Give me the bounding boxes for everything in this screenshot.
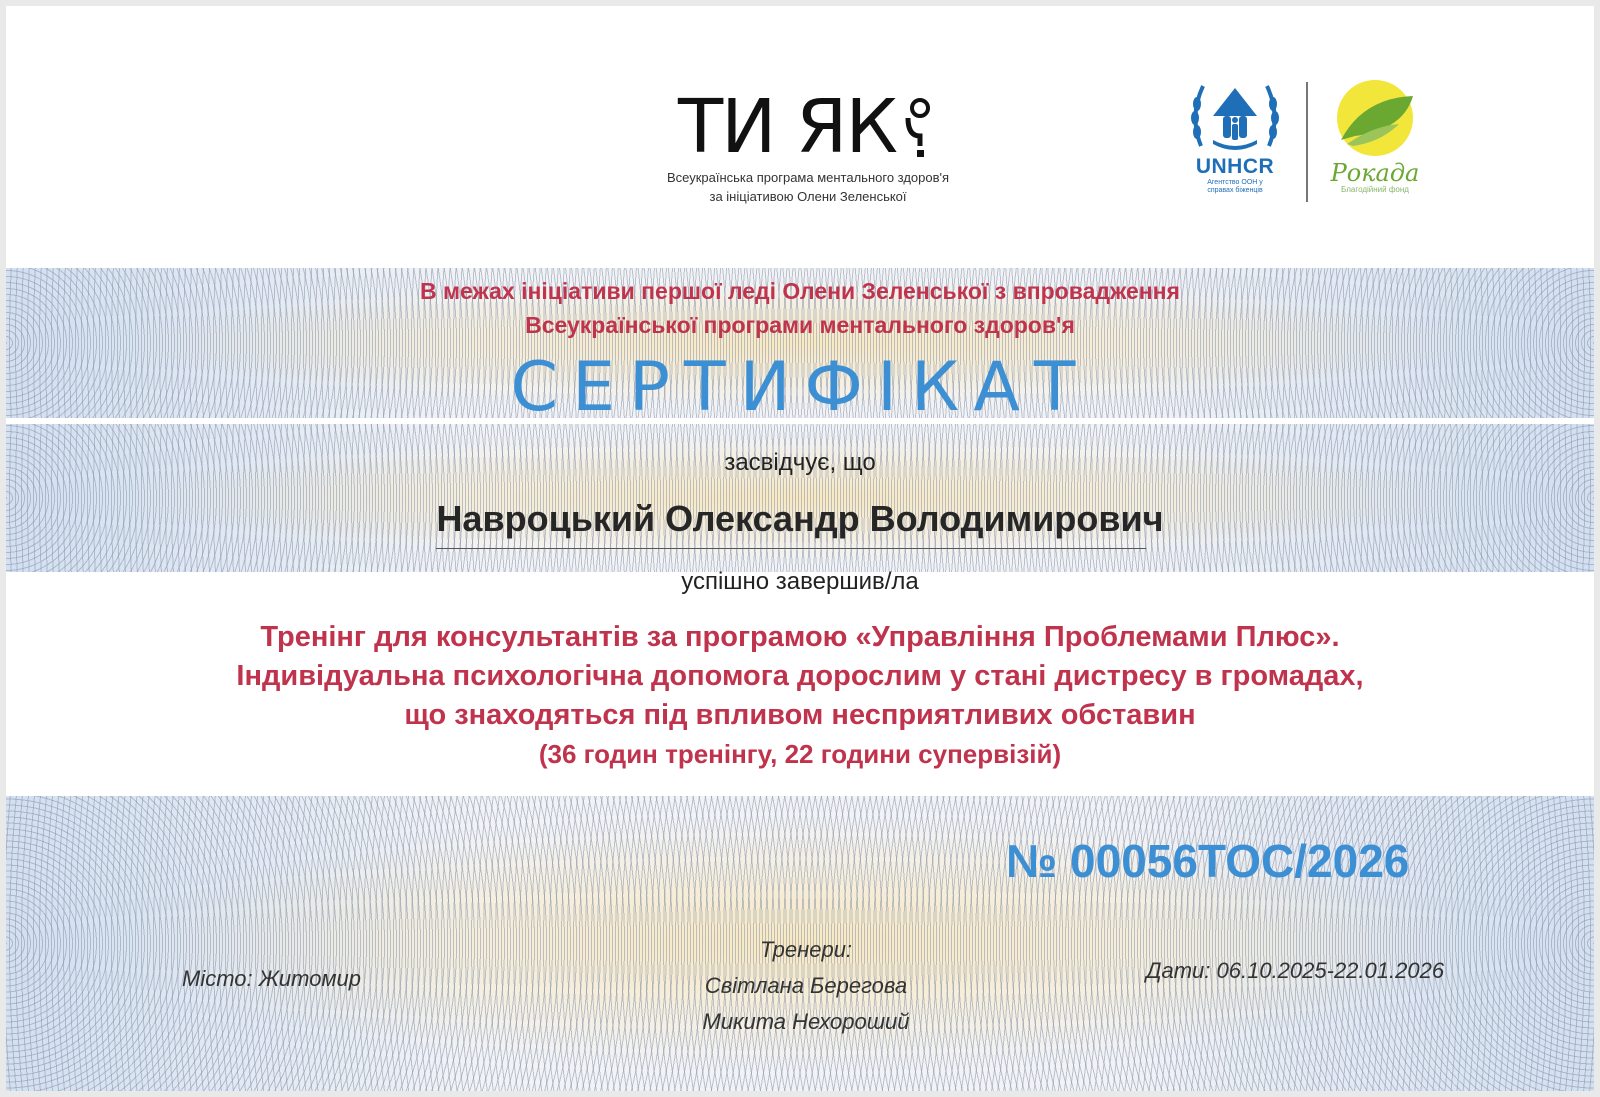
training-hours: (36 годин тренінгу, 22 години супервізій): [538, 739, 1062, 769]
training-line-3: що знаходяться під впливом несприятливих обставин: [404, 699, 1196, 731]
rokada-leaf-icon: [1333, 78, 1417, 158]
unhcr-logo: [1182, 76, 1288, 206]
rokada-logo: [1320, 78, 1430, 208]
ti-yak-logo: [618, 84, 998, 204]
unhcr-emblem-icon: [1187, 76, 1283, 154]
certifies-text: засвідчує, що: [724, 449, 876, 476]
initiative-line-1: В межах ініціативи першої леді Олени Зеленської з впровадження: [420, 278, 1180, 304]
unhcr-subtitle-1: Агентство ООН у: [1207, 179, 1263, 186]
initiative-text: [6, 274, 1594, 342]
initiative-line-2: Всеукраїнської програми ментального здоров'я: [525, 312, 1075, 338]
partner-logos: [1182, 76, 1432, 206]
trainers-block: [606, 932, 1006, 1040]
certificate-page: [6, 6, 1594, 1091]
training-line-2: Індивідуальна психологічна допомога дорослим у стані дистресу в громадах,: [236, 660, 1364, 692]
trainers-label: Тренери:: [759, 937, 853, 962]
trainer-name-2: Микита Нехороший: [702, 1009, 910, 1034]
certificate-number: № 00056TOC/2026: [1006, 835, 1410, 887]
ti-yak-logo-subtitle-1: Всеукраїнська програма ментального здоров'я: [666, 170, 950, 185]
unhcr-subtitle-2: справах біженців: [1207, 187, 1263, 194]
ti-yak-logo-subtitle-2: за ініціативою Олени Зеленської: [709, 189, 907, 204]
certificate-title: СЕРТИФІКАТ: [510, 348, 1090, 427]
rokada-name: Рокада: [1330, 159, 1420, 187]
training-description: [6, 618, 1594, 774]
dates-text: Дати: 06.10.2025-22.01.2026: [1146, 958, 1445, 983]
ti-yak-logo-title: ТИ ЯК: [677, 84, 897, 170]
recipient-name-underline: [436, 548, 1146, 549]
completed-text: успішно завершив/ла: [681, 568, 919, 595]
city-text: Місто: Житомир: [182, 966, 362, 991]
logo-divider: [1306, 82, 1308, 202]
rokada-subtitle: Благодійний фонд: [1341, 185, 1409, 194]
unhcr-name: UNHCR: [1195, 155, 1275, 178]
recipient-name: Навроцький Олександр Володимирович: [436, 498, 1164, 539]
question-head-icon: [902, 96, 938, 158]
training-line-1: Тренінг для консультантів за програмою «Управління Проблемами Плюс».: [260, 621, 1340, 653]
trainer-name-1: Світлана Берегова: [704, 973, 908, 998]
